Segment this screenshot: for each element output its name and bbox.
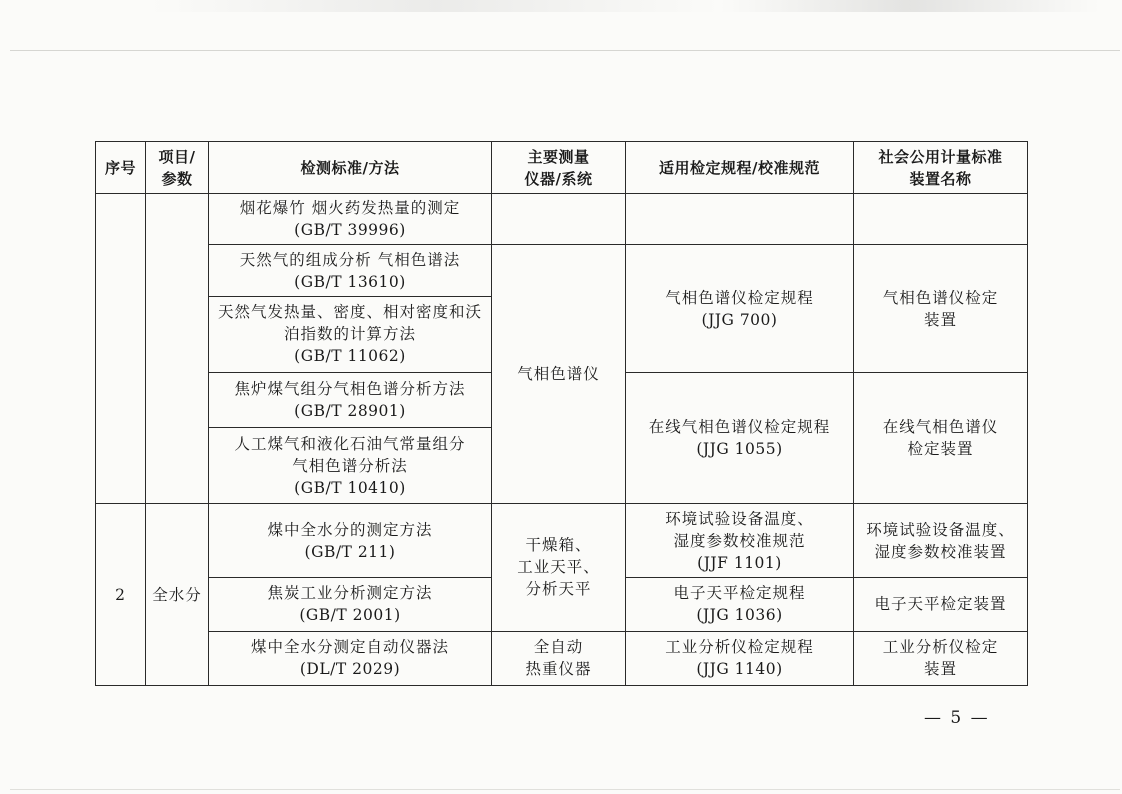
method-cell: 煤中全水分测定自动仪器法 (DL/T 2029) (209, 631, 492, 686)
page-bottom-rule (10, 789, 1120, 790)
regulation-cell-empty (626, 194, 854, 245)
method-cell: 焦炭工业分析测定方法 (GB/T 2001) (209, 578, 492, 631)
item-cell-continued (146, 194, 209, 504)
page-number: — 5 — (924, 708, 990, 728)
table-row (96, 194, 1028, 245)
device-cell-empty (854, 194, 1028, 245)
header-item: 项目/ 参数 (146, 142, 209, 194)
item-cell: 全水分 (146, 504, 209, 686)
method-cell: 人工煤气和液化石油气常量组分 气相色谱分析法 (GB/T 10410) (209, 428, 492, 504)
header-instrument: 主要测量 仪器/系统 (492, 142, 626, 194)
device-cell-online: 在线气相色谱仪 检定装置 (854, 372, 1028, 503)
header-method: 检测标准/方法 (209, 142, 492, 194)
method-cell: 烟花爆竹 烟火药发热量的测定 (GB/T 39996) (209, 194, 492, 245)
device-cell-balance: 电子天平检定装置 (854, 578, 1028, 631)
method-cell: 天然气发热量、密度、相对密度和沃 泊指数的计算方法 (GB/T 11062) (209, 296, 492, 372)
regulation-cell-env: 环境试验设备温度、 湿度参数校准规范 (JJF 1101) (626, 504, 854, 578)
device-cell-analyzer: 工业分析仪检定 装置 (854, 631, 1028, 686)
instrument-cell-oven: 干燥箱、 工业天平、 分析天平 (492, 504, 626, 631)
table-row (96, 245, 1028, 296)
header-seq: 序号 (96, 142, 146, 194)
instrument-cell-empty (492, 194, 626, 245)
regulation-cell-analyzer: 工业分析仪检定规程 (JJG 1140) (626, 631, 854, 686)
header-device: 社会公用计量标准 装置名称 (854, 142, 1028, 194)
regulation-cell-gc: 气相色谱仪检定规程 (JJG 700) (626, 245, 854, 372)
page-top-rule (10, 50, 1120, 51)
device-cell-gc: 气相色谱仪检定 装置 (854, 245, 1028, 372)
header-regulation: 适用检定规程/校准规范 (626, 142, 854, 194)
instrument-cell-gc: 气相色谱仪 (492, 245, 626, 504)
table-row (96, 504, 1028, 578)
instrument-cell-auto: 全自动 热重仪器 (492, 631, 626, 686)
regulation-cell-balance: 电子天平检定规程 (JJG 1036) (626, 578, 854, 631)
seq-cell-continued (96, 194, 146, 504)
scan-artifact (150, 0, 1100, 12)
seq-cell: 2 (96, 504, 146, 686)
standards-table (95, 141, 1028, 686)
table-row (96, 631, 1028, 686)
method-cell: 煤中全水分的测定方法 (GB/T 211) (209, 504, 492, 578)
regulation-cell-online: 在线气相色谱仪检定规程 (JJG 1055) (626, 372, 854, 503)
device-cell-env: 环境试验设备温度、 湿度参数校准装置 (854, 504, 1028, 578)
method-cell: 天然气的组成分析 气相色谱法 (GB/T 13610) (209, 245, 492, 296)
header-row (96, 142, 1028, 194)
method-cell: 焦炉煤气组分气相色谱分析方法 (GB/T 28901) (209, 372, 492, 427)
